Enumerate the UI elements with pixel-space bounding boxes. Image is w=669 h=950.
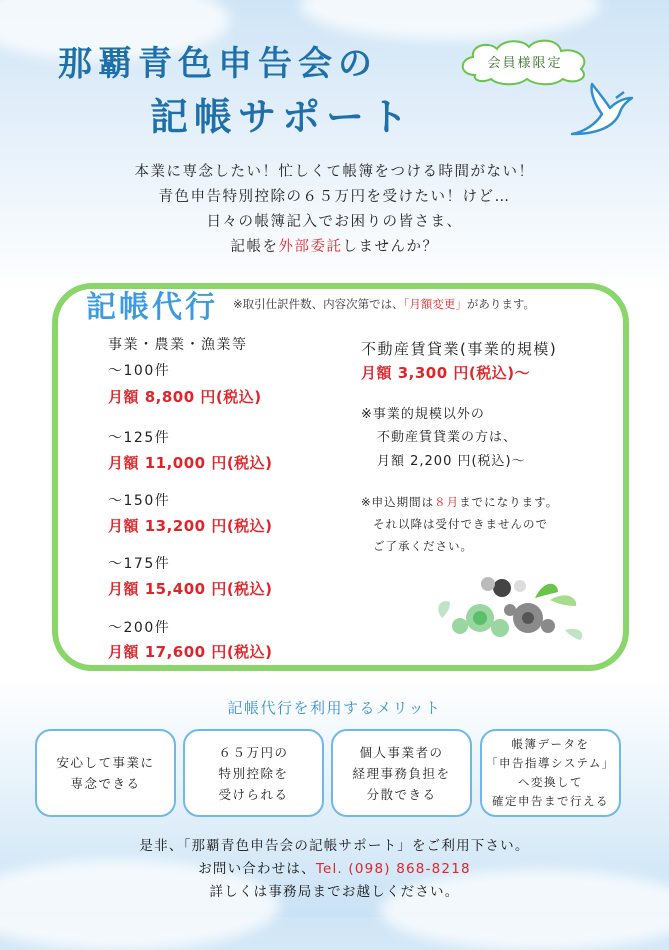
tier-label: ～175件	[108, 556, 171, 572]
footer	[0, 835, 669, 904]
title-line-2: 記帳サポート	[150, 95, 415, 139]
note3-line: それ以降は受付できませんので	[373, 517, 548, 531]
right-heading: 不動産賃貸業(事業的規模)	[361, 340, 558, 358]
footer-line: 是非、「那覇青色申告会の記帳サポート」をご利用下さい。	[139, 838, 530, 854]
note3-line: ご了承ください。	[373, 539, 473, 553]
merit-card	[35, 729, 176, 817]
tier-label: ～125件	[108, 430, 171, 446]
intro-text-segment: 記帳を	[230, 239, 279, 255]
cloud-decoration	[300, 0, 600, 40]
note-segment: があります。	[466, 297, 535, 311]
merit-card	[331, 729, 472, 817]
merit-card	[480, 729, 621, 817]
tier-label: ～200件	[108, 620, 171, 636]
note2-price: 月額 2,200 円(税込)～	[377, 454, 526, 469]
merit-text: 個人事業者の 経理事務負担を 分散できる	[352, 744, 451, 802]
panel-title: 記帳代行	[86, 290, 218, 325]
intro-text-segment: しませんか？	[342, 239, 439, 255]
note-segment: ※取引仕訳件数、内容次第では、	[233, 297, 404, 311]
intro-line	[0, 235, 669, 260]
note3-line	[361, 492, 558, 512]
tier-price: 月額 8,800 円(税込)	[108, 388, 262, 406]
note3-highlight: ８月	[434, 495, 460, 509]
note2-line: ※事業的規模以外の	[361, 407, 485, 422]
merits-title: 記帳代行を利用するメリット	[227, 699, 442, 717]
merit-text: 安心して事業に 専念できる	[56, 755, 155, 791]
intro-highlight: 外部委託	[278, 239, 343, 255]
footer-line	[0, 858, 669, 881]
phone-number[interactable]: Tel. (098) 868-8218	[315, 861, 471, 877]
footer-line: 詳しくは事務局までお越しください。	[209, 884, 460, 900]
tier-price: 月額 11,000 円(税込)	[108, 454, 273, 472]
right-price: 月額 3,300 円(税込)～	[361, 364, 531, 382]
footer-text-segment: お問い合わせは、	[198, 861, 316, 877]
note3-segment: ※申込期間は	[361, 495, 435, 509]
merit-text: 帳簿データを 「申告指導システム」 へ変換して 確定申告まで行える	[486, 737, 615, 808]
note-highlight: 「月額変更」	[403, 297, 467, 311]
intro-line: 日々の帳簿記入でお困りの皆さま、	[206, 214, 463, 230]
flower-decoration-icon	[430, 568, 590, 648]
tier-price: 月額 13,200 円(税込)	[108, 517, 273, 535]
merit-text: ６５万円の 特別控除を 受けられる	[218, 744, 289, 802]
tier-label: ～100件	[108, 363, 171, 379]
tier-label: ～150件	[108, 493, 171, 509]
tier-price: 月額 17,600 円(税込)	[108, 643, 273, 661]
left-heading: 事業・農業・漁業等	[108, 337, 248, 353]
bird-icon	[566, 76, 636, 146]
panel-note	[233, 296, 535, 312]
note3-segment: までになります。	[459, 495, 559, 509]
intro-text	[0, 160, 669, 260]
intro-line: 青色申告特別控除の６５万円を受けたい！けど…	[158, 189, 511, 205]
badge-label: 会員様限定	[487, 56, 563, 71]
intro-line: 本業に専念したい！忙しくて帳簿をつける時間がない！	[134, 164, 535, 180]
note2-line: 不動産賃貸業の方は、	[377, 430, 518, 445]
tier-price: 月額 15,400 円(税込)	[108, 580, 273, 598]
title-line-1: 那覇青色申告会の	[58, 44, 378, 84]
merit-card	[183, 729, 324, 817]
